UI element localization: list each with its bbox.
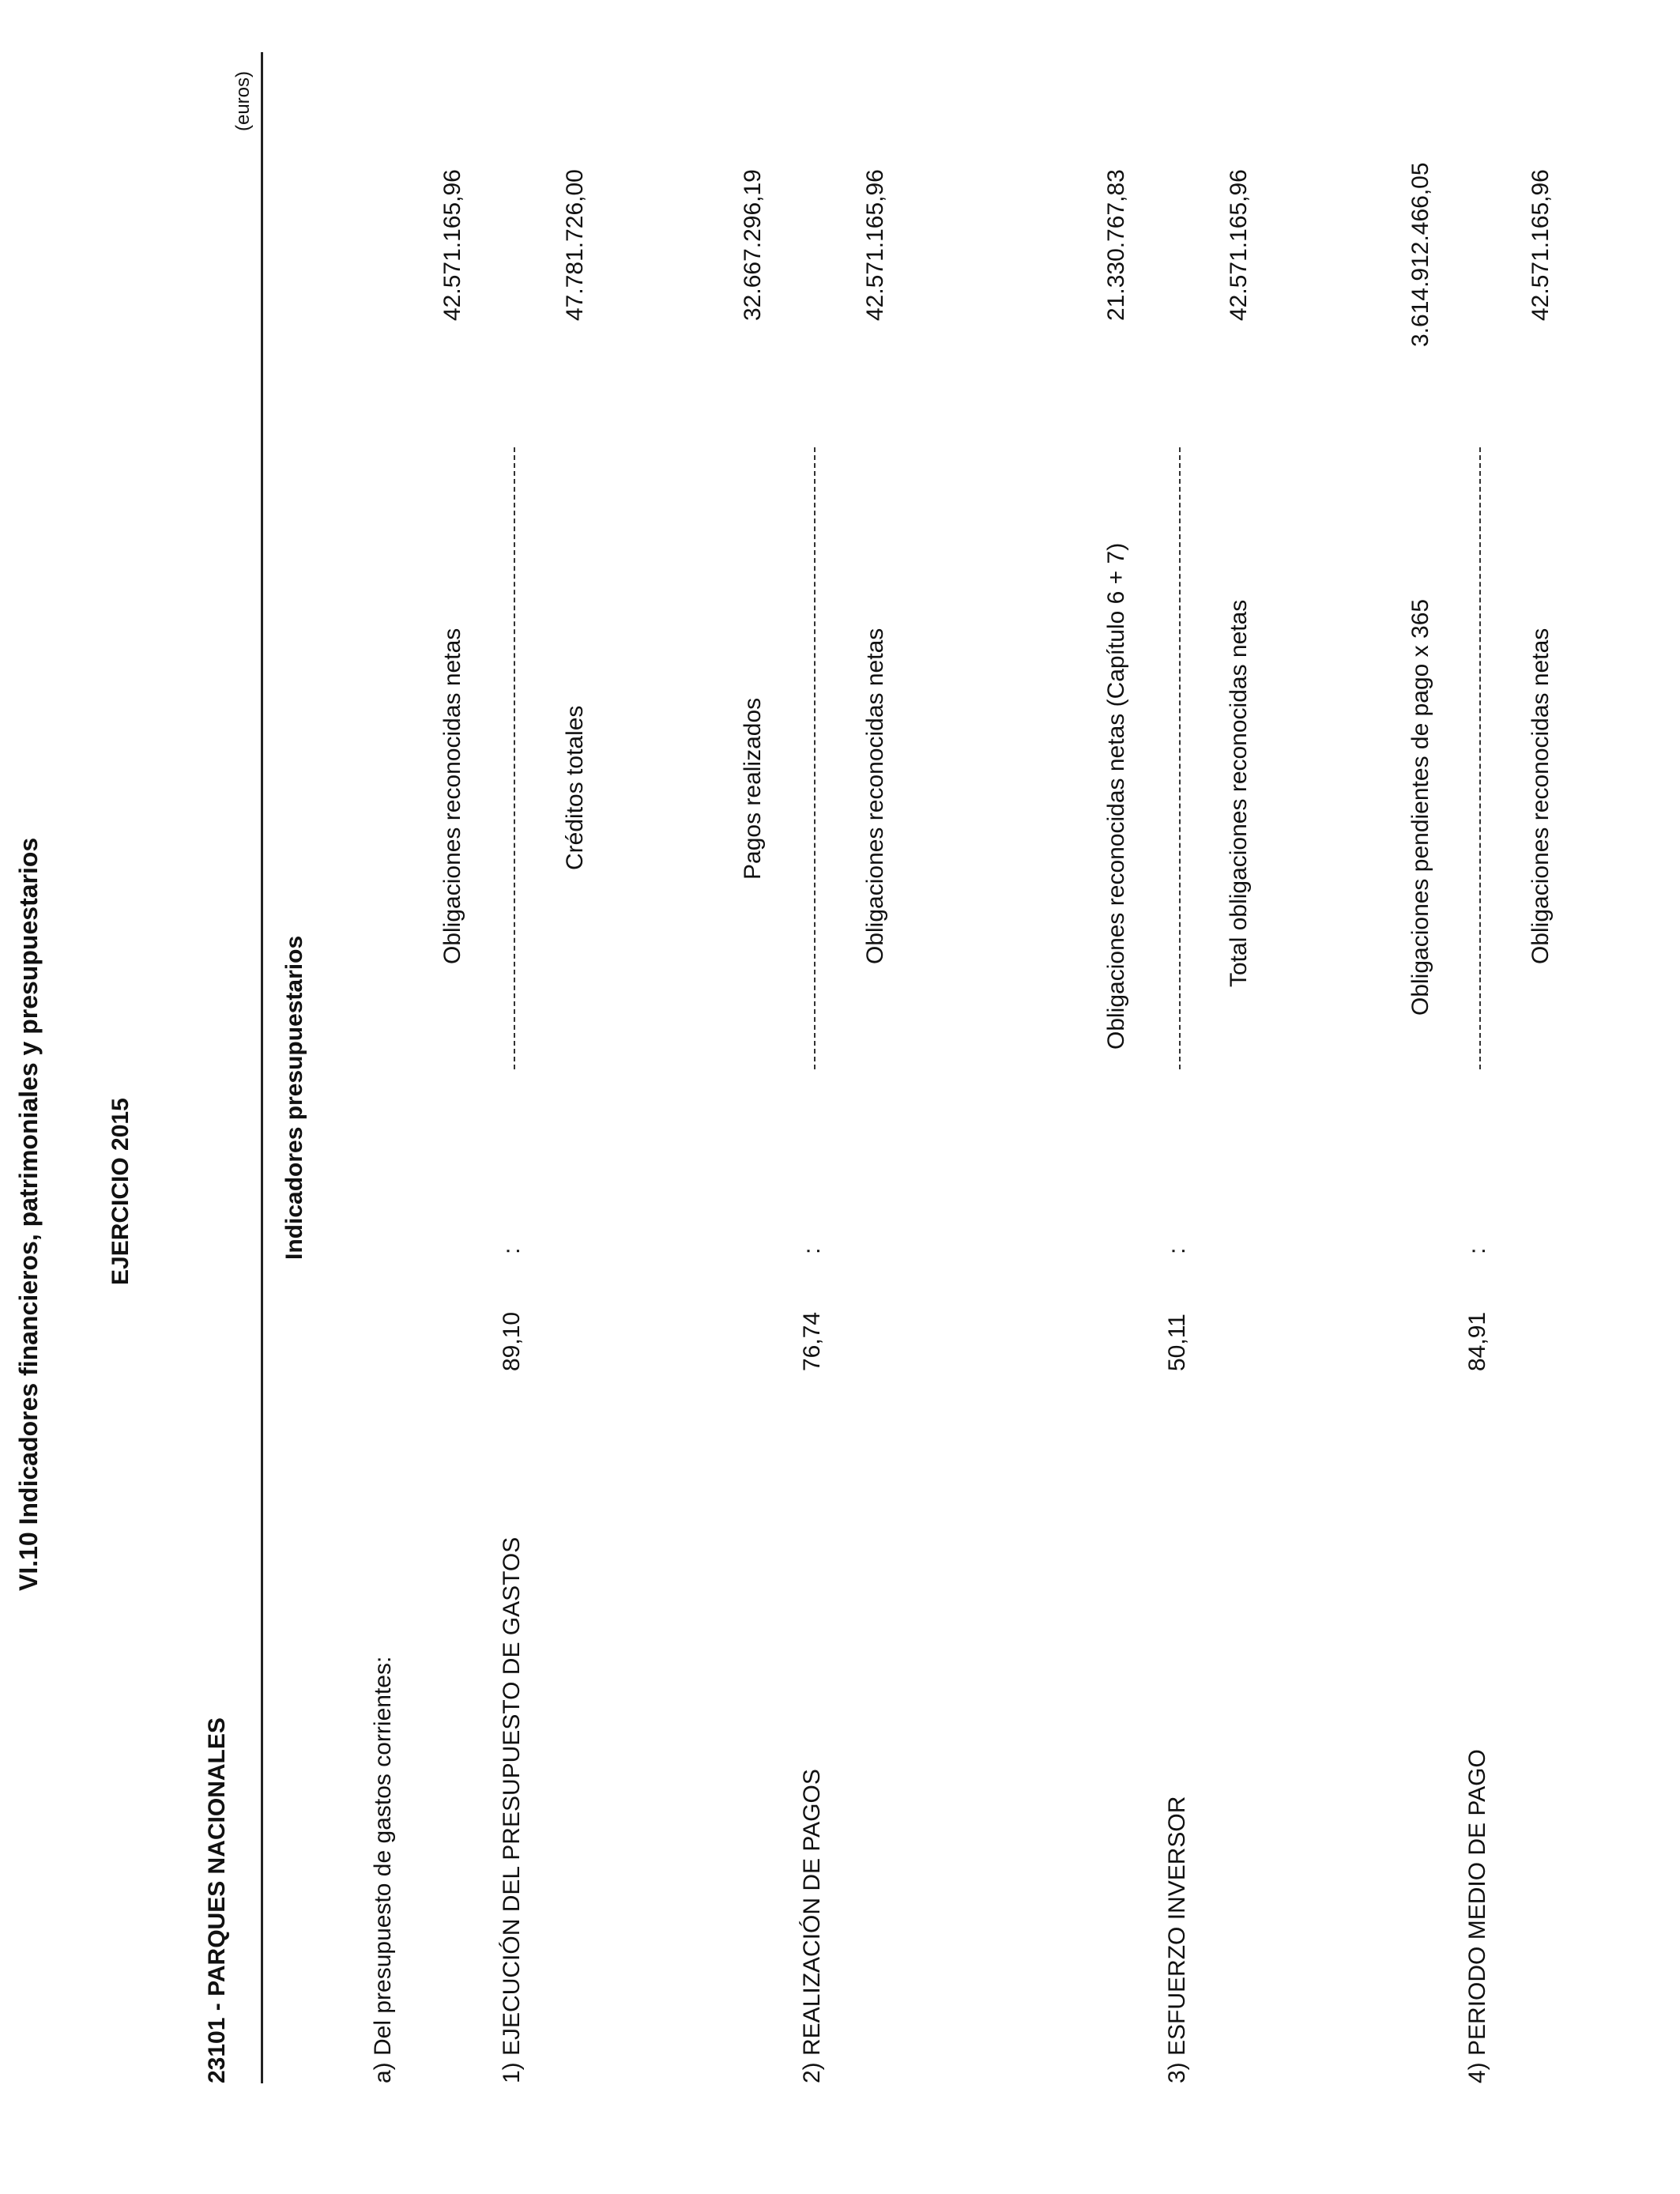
subsection-label: a) Del presupuesto de gastos corrientes:	[370, 1656, 396, 2083]
indicator-value: 76,74	[799, 1311, 825, 1371]
denominator-label: Créditos totales	[562, 705, 588, 870]
denominator-label: Obligaciones reconocidas netas	[862, 628, 888, 964]
indicator-separator: :	[1464, 1247, 1490, 1254]
indicator-separator: :	[499, 1247, 525, 1254]
denominator-label: Obligaciones reconocidas netas	[1527, 628, 1554, 964]
indicator-label: 2) REALIZACIÓN DE PAGOS	[799, 1769, 825, 2083]
exercise-year: EJERCICIO 2015	[107, 1098, 134, 1285]
fraction-line	[1479, 447, 1481, 1069]
numerator-label: Obligaciones reconocidas netas (Capítulo 6 + 7)	[1103, 542, 1129, 1050]
denominator-value: 42.571.165,96	[1527, 169, 1554, 321]
denominator-value: 42.571.165,96	[862, 169, 888, 321]
numerator-value: 21.330.767,83	[1103, 169, 1129, 321]
numerator-label: Obligaciones reconocidas netas	[439, 628, 465, 964]
indicator-value: 84,91	[1464, 1311, 1490, 1371]
denominator-value: 42.571.165,96	[1226, 169, 1252, 321]
denominator-value: 47.781.726,00	[562, 169, 588, 321]
indicator-value: 50,11	[1164, 1314, 1190, 1371]
fraction-line	[1179, 447, 1181, 1069]
page-title: VI.10 Indicadores financieros, patrimoniales y presupuestarios	[14, 837, 43, 1591]
fraction-line	[814, 447, 816, 1069]
numerator-label: Obligaciones pendientes de pago x 365	[1407, 598, 1433, 1016]
numerator-value: 3.614.912.466,05	[1407, 162, 1433, 347]
numerator-value: 32.667.296,19	[740, 169, 766, 321]
indicator-value: 89,10	[499, 1311, 525, 1371]
entity-name: 23101 - PARQUES NACIONALES	[204, 1717, 230, 2083]
denominator-label: Total obligaciones reconocidas netas	[1226, 599, 1252, 987]
indicator-label: 3) ESFUERZO INVERSOR	[1164, 1796, 1190, 2083]
indicator-separator: :	[1164, 1247, 1190, 1254]
units-label: (euros)	[232, 70, 254, 131]
header-rule	[261, 52, 263, 2083]
indicator-label: 1) EJECUCIÓN DEL PRESUPUESTO DE GASTOS	[499, 1536, 525, 2083]
indicator-label: 4) PERIODO MEDIO DE PAGO	[1464, 1749, 1490, 2083]
numerator-value: 42.571.165,96	[439, 169, 465, 321]
numerator-label: Pagos realizados	[740, 697, 766, 880]
fraction-line	[514, 447, 515, 1069]
section-heading: Indicadores presupuestarios	[281, 935, 307, 1260]
indicator-separator: :	[799, 1247, 825, 1254]
